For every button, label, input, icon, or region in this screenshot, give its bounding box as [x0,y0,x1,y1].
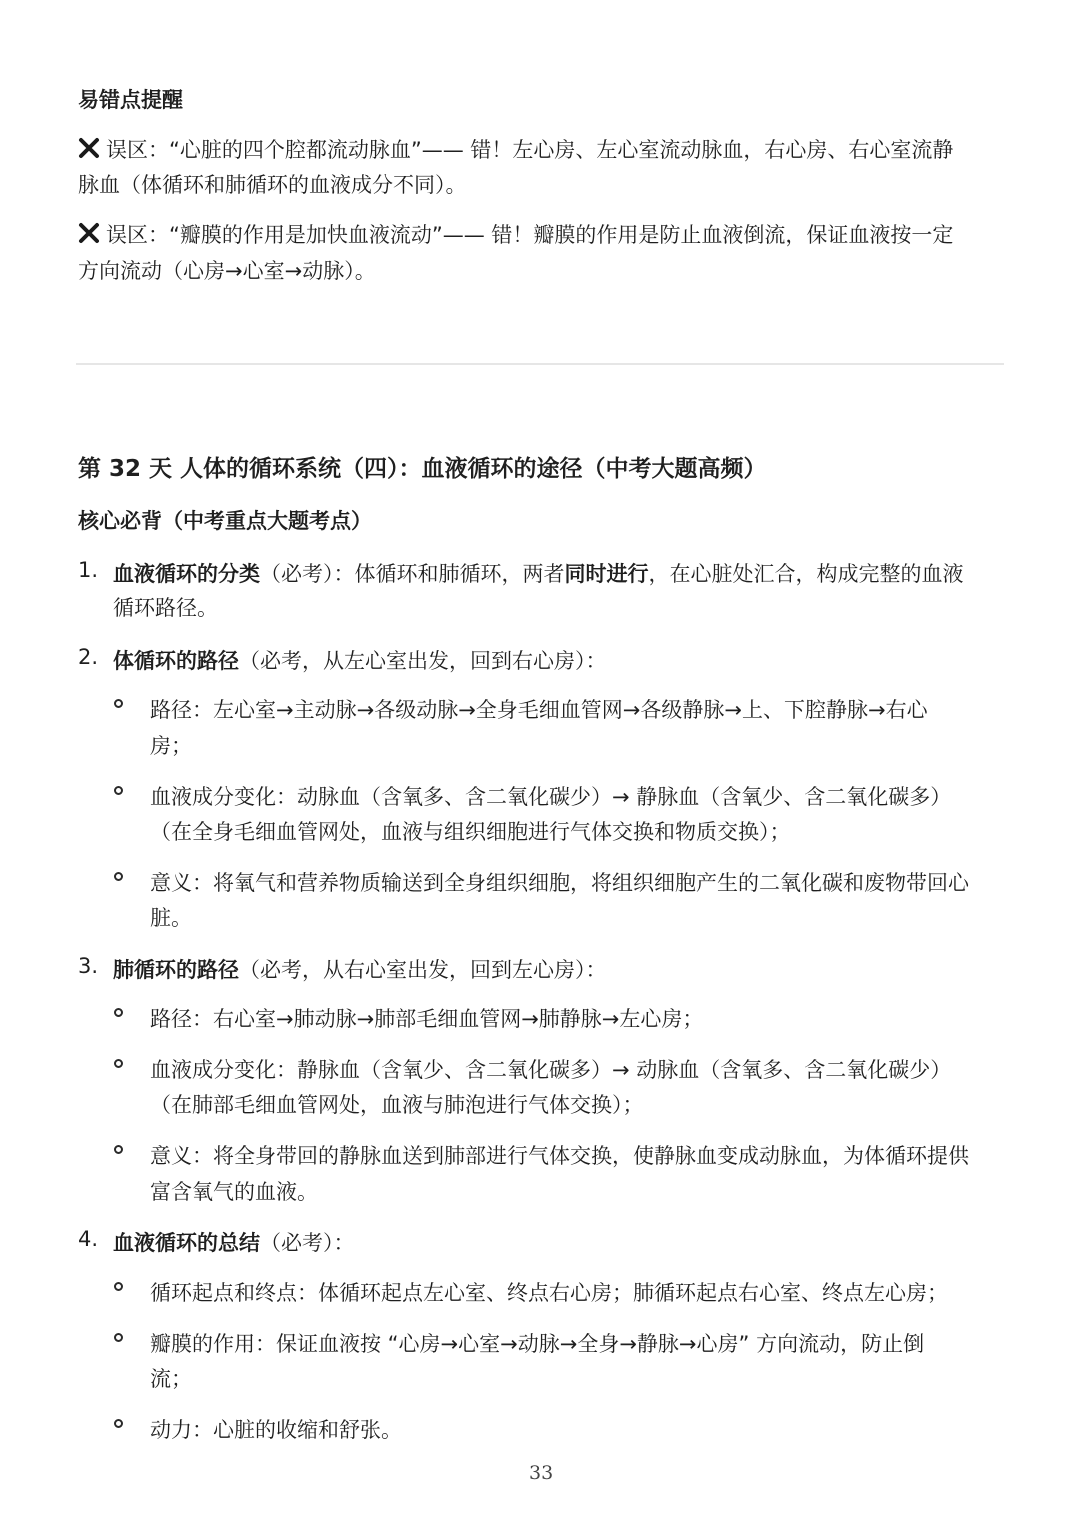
item-4-sub-2-line-2: 流； [150,1367,192,1391]
item-2-title: 体循环的路径 [113,649,239,673]
bullet-icon [114,1059,123,1068]
item-2-line-1 [113,645,607,675]
bullet-icon [114,872,123,881]
bullet-icon [114,1419,123,1428]
item-3-line-1 [113,954,607,984]
item-2-sub-2-line-2: （在全身毛细血管网处，血液与组织细胞进行气体交换和物质交换）； [150,820,791,844]
item-3-number: 3. [78,954,99,978]
item-3-sub-1-line-1: 路径：右心室→肺动脉→肺部毛细血管网→肺静脉→左心房； [150,1007,704,1031]
pitfall-2-label: 误区： [106,223,169,247]
pitfall-2-text-1: “瓣膜的作用是加快血液流动”—— 错！瓣膜的作用是防止血液倒流，保证血液按一定 [169,223,954,247]
bullet-icon [114,1282,123,1291]
bullet-icon [114,1008,123,1017]
item-3-sub-2-line-1: 血液成分变化：静脉血（含氧少、含二氧化碳多）→ 动脉血（含氧多、含二氧化碳少） [150,1058,952,1082]
item-2-sub-1-line-1: 路径：左心室→主动脉→各级动脉→全身毛细血管网→各级静脉→上、下腔静脉→右心 [150,698,928,722]
item-1-text-a: （必考）：体循环和肺循环，两者 [260,562,565,586]
item-1-line-2: 循环路径。 [113,596,218,620]
item-4-sub-1-line-1: 循环起点和终点：体循环起点左心室、终点右心房；肺循环起点右心室、终点左心房； [150,1281,948,1305]
pitfall-1-text-1: “心脏的四个腔都流动脉血”—— 错！左心房、左心室流动脉血，右心房、右心室流静 [169,138,954,162]
item-4-line-1 [113,1227,355,1257]
item-1-title: 血液循环的分类 [113,562,260,586]
item-3-sub-3-line-1: 意义：将全身带回的静脉血送到肺部进行气体交换，使静脉血变成动脉血，为体循环提供 [150,1144,969,1168]
bullet-icon [114,1333,123,1342]
section-divider [76,363,1004,365]
item-1-line-1 [113,558,964,588]
item-2-sub-1-line-2: 房； [150,734,192,758]
day-subheading: 核心必背（中考重点大题考点） [78,509,372,533]
pitfall-1-line-1 [106,134,953,164]
item-4-number: 4. [78,1227,99,1251]
item-2-number: 2. [78,645,99,669]
pitfalls-heading: 易错点提醒 [78,88,183,112]
page-number: 33 [529,1462,554,1484]
pitfall-2-line-1 [106,219,953,249]
item-1-number: 1. [78,558,99,582]
item-2-sub-2-line-1: 血液成分变化：动脉血（含氧多、含二氧化碳少）→ 静脉血（含氧少、含二氧化碳多） [150,785,952,809]
pitfall-2-line-2: 方向流动（心房→心室→动脉）。 [78,259,376,283]
item-4-title: 血液循环的总结 [113,1231,260,1255]
item-2-sub-3-line-2: 脏。 [150,906,192,930]
pitfall-1-label: 误区： [106,138,169,162]
day-title: 第 32 天 人体的循环系统（四）：血液循环的途径（中考大题高频） [78,456,767,482]
item-4-sub-2-line-1: 瓣膜的作用：保证血液按 “心房→心室→动脉→全身→静脉→心房” 方向流动，防止倒 [150,1332,925,1356]
cross-icon [78,222,100,244]
bullet-icon [114,1145,123,1154]
item-1-text-b: ，在心脏处汇合，构成完整的血液 [648,562,964,586]
item-3-sub-2-line-2: （在肺部毛细血管网处，血液与肺泡进行气体交换）； [150,1093,644,1117]
item-3-text: （必考，从右心室出发，回到左心房）： [239,958,607,982]
bullet-icon [114,786,123,795]
item-2-sub-3-line-1: 意义：将氧气和营养物质输送到全身组织细胞，将组织细胞产生的二氧化碳和废物带回心 [150,871,969,895]
cross-icon [78,137,100,159]
item-3-title: 肺循环的路径 [113,958,239,982]
pitfall-1-line-2: 脉血（体循环和肺循环的血液成分不同）。 [78,173,467,197]
item-2-text: （必考，从左心室出发，回到右心房）： [239,649,607,673]
item-3-sub-3-line-2: 富含氧气的血液。 [150,1180,318,1204]
item-1-emphasis: 同时进行 [564,562,649,586]
item-4-sub-3-line-1: 动力：心脏的收缩和舒张。 [150,1418,402,1442]
bullet-icon [114,699,123,708]
item-4-text: （必考）： [260,1231,355,1255]
